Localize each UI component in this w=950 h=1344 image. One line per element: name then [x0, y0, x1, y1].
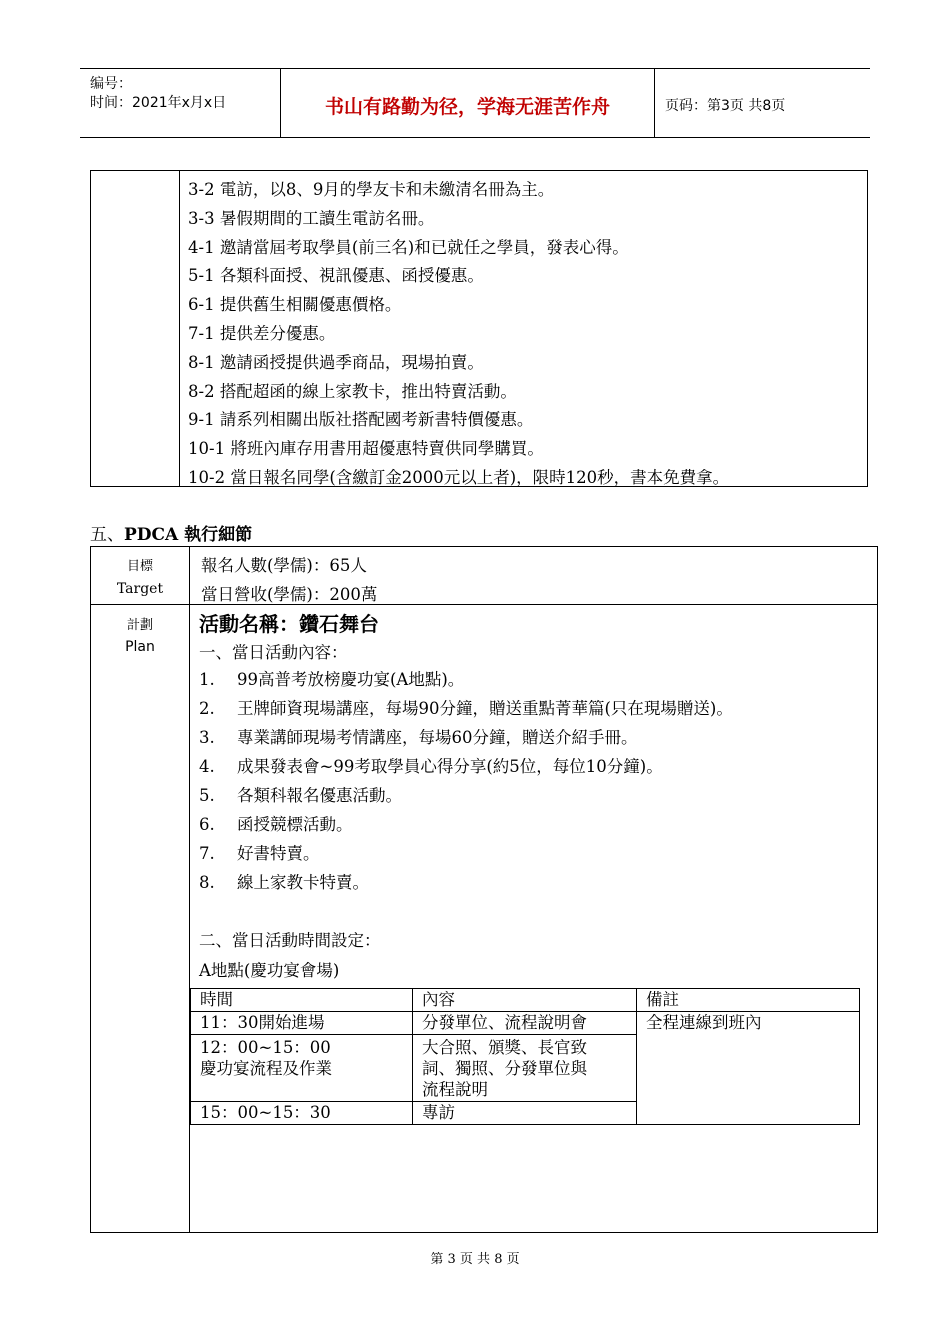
list-item: 8. 線上家教卡特賣。: [199, 873, 369, 892]
schedule-row-content: 分發單位、流程說明會: [422, 1013, 587, 1032]
list-item: 7. 好書特賣。: [199, 844, 320, 863]
list-item: 4. 成果發表會~99考取學員心得分享(約5位，每位10分鐘)。: [199, 757, 663, 776]
activity-name: 活動名稱：鑽石舞台: [199, 612, 379, 636]
schedule-row-time: 12：00~15：00 慶功宴流程及作業: [200, 1038, 332, 1078]
page-footer: 第 3 页 共 8 页: [430, 1252, 520, 1267]
list-item: 6. 函授競標活動。: [199, 815, 353, 834]
header-page-cell: [655, 69, 870, 137]
schedule-row-content: 大合照、頒獎、長官致 詞、獨照、分發單位與 流程說明: [422, 1038, 587, 1099]
schedule-note: 全程連線到班內: [646, 1013, 762, 1032]
header-meta: [80, 69, 281, 137]
location-label: A地點(慶功宴會場): [199, 961, 340, 980]
list-item: 3. 專業講師現場考情講座，每場60分鐘，贈送介紹手冊。: [199, 728, 638, 747]
section-heading: PDCA 執行細節: [124, 525, 253, 545]
schedule-header-content: 內容: [422, 990, 455, 1009]
schedule-row-content: 專訪: [422, 1103, 455, 1122]
strategy-line: 10-2 當日報名同學(含繳訂金2000元以上者)，限時120秒，書本免費拿。: [188, 467, 730, 487]
target-line: 報名人數(學儒)：65人: [201, 556, 367, 575]
page-info: 页码：第3页 共8页: [665, 98, 786, 114]
schedule-table: [190, 988, 860, 1125]
target-label-zh: 目標: [126, 559, 153, 574]
activity-list: [199, 665, 733, 897]
strategy-line: 10-1 將班內庫存用書用超優惠特賣供同學購買。: [188, 439, 544, 459]
strategy-line: 8-1 邀請函授提供過季商品，現場拍賣。: [188, 352, 484, 372]
strategy-line: 9-1 請系列相關出版社搭配國考新書特價優惠。: [188, 410, 534, 430]
list-item: 2. 王牌師資現場講座，每場90分鐘，贈送重點菁華篇(只在現場贈送)。: [199, 699, 733, 718]
content-heading: 一、當日活動內容：: [199, 643, 348, 662]
plan-label-zh: 計劃: [126, 618, 153, 633]
strategy-list: [188, 176, 729, 493]
schedule-header-note: 備註: [646, 990, 679, 1009]
time-heading: 二、當日活動時間設定：: [199, 931, 381, 950]
schedule-header-time: 時間: [200, 990, 233, 1009]
strategy-line: 8-2 搭配超函的線上家教卡，推出特賣活動。: [188, 381, 517, 401]
header-motto: 书山有路勤为径，学海无涯苦作舟: [324, 96, 610, 118]
schedule-row-time: 15：00~15：30: [200, 1103, 331, 1122]
target-line: 當日營收(學儒)：200萬: [201, 585, 378, 604]
plan-label-en: Plan: [125, 639, 155, 655]
strategy-line: 5-1 各類科面授、視訊優惠、函授優惠。: [188, 266, 484, 286]
document-header: [80, 68, 870, 138]
section-prefix: 五、: [90, 525, 124, 545]
time-label: 时间：2021年x月x日: [90, 95, 227, 111]
strategy-line: 6-1 提供舊生相關優惠價格。: [188, 295, 402, 315]
strategy-line: 3-2 電訪，以8、9月的學友卡和未繳清名冊為主。: [188, 180, 555, 199]
header-motto-cell: [281, 69, 655, 137]
schedule-row-time: 11：30開始進場: [200, 1013, 325, 1032]
list-item: 5. 各類科報名優惠活動。: [199, 786, 402, 805]
strategy-line: 7-1 提供差分優惠。: [188, 323, 336, 343]
section-title: [90, 520, 252, 545]
strategy-table: [90, 170, 868, 487]
strategy-line: 4-1 邀請當屆考取學員(前三名)和已就任之學員，發表心得。: [188, 237, 629, 257]
target-label-en: Target: [116, 581, 164, 597]
strategy-line: 3-3 暑假期間的工讀生電訪名冊。: [188, 208, 435, 228]
pdca-table: [90, 546, 878, 1233]
list-item: 1. 99高普考放榜慶功宴(A地點)。: [199, 670, 465, 689]
number-label: 编号：: [90, 76, 132, 92]
